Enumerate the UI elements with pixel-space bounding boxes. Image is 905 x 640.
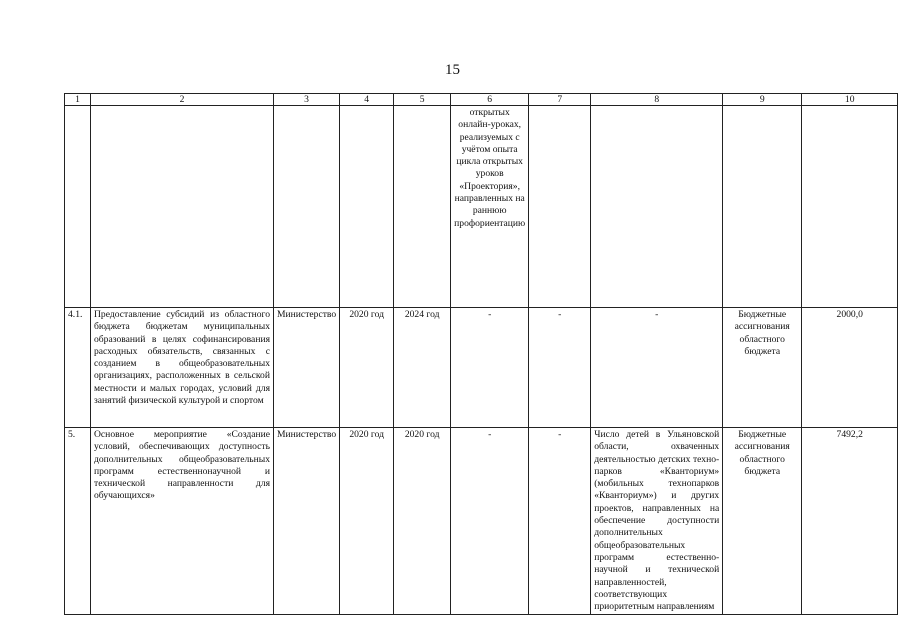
cell-executor: Министерство — [274, 428, 340, 615]
cell-start — [340, 106, 394, 308]
cell-end — [394, 106, 451, 308]
cell-executor — [274, 106, 340, 308]
cell-num — [65, 106, 91, 308]
cell-source — [723, 106, 802, 308]
col-header-4: 4 — [340, 94, 394, 106]
cell-indicator: - — [451, 428, 529, 615]
cell-col8 — [591, 106, 723, 308]
col-header-8: 8 — [591, 94, 723, 106]
col-header-10: 10 — [802, 94, 898, 106]
cell-amount: 7492,2 — [802, 428, 898, 615]
cell-start: 2020 год — [340, 428, 394, 615]
col-header-2: 2 — [91, 94, 274, 106]
table-row — [65, 428, 898, 615]
cell-col8: Число детей в Ульяновской области, охваченных деятельностью детских техно-парков «Кванториум» (мобильных технопарков «Кванториум») и других проектов, направленных на обеспечение доступности дополнительных общеобразовательных программ естественно-научной и технической направленностей, соответствующих приоритетным направлениям — [591, 428, 723, 615]
cell-executor: Министерство — [274, 308, 340, 428]
col-header-3: 3 — [274, 94, 340, 106]
cell-end: 2020 год — [394, 428, 451, 615]
cell-name: Основное мероприятие «Создание условий, обеспечивающих доступность дополнительных общеобразовательных программ естественнонаучной и технической направленности для обучающихся» — [91, 428, 274, 615]
col-header-1: 1 — [65, 94, 91, 106]
cell-name: Предоставление субсидий из областного бюджета бюджетам муниципальных образований в целях софинансирования расходных обязательств, связанных с созданием в общеобразовательных организациях, расположенных в сельской местности и малых городах, условий для занятий физической культурой и спортом — [91, 308, 274, 428]
cell-col7: - — [529, 428, 591, 615]
col-header-9: 9 — [723, 94, 802, 106]
cell-amount — [802, 106, 898, 308]
page-number: 15 — [445, 62, 460, 78]
cell-col7 — [529, 106, 591, 308]
cell-source: Бюджетные ассигнования областного бюджета — [723, 308, 802, 428]
col-header-6: 6 — [451, 94, 529, 106]
cell-name — [91, 106, 274, 308]
cell-col8: - — [591, 308, 723, 428]
cell-col7: - — [529, 308, 591, 428]
cell-num: 5. — [65, 428, 91, 615]
cell-indicator: - — [451, 308, 529, 428]
table-row — [65, 106, 898, 308]
cell-source: Бюджетные ассигнования областного бюджета — [723, 428, 802, 615]
table-row — [65, 308, 898, 428]
program-table — [64, 93, 898, 615]
header-row — [65, 94, 898, 106]
cell-num: 4.1. — [65, 308, 91, 428]
col-header-5: 5 — [394, 94, 451, 106]
cell-end: 2024 год — [394, 308, 451, 428]
cell-amount: 2000,0 — [802, 308, 898, 428]
col-header-7: 7 — [529, 94, 591, 106]
cell-start: 2020 год — [340, 308, 394, 428]
cell-indicator: открытых онлайн-уроках, реализуемых с учётом опыта цикла открытых уроков «Проектория», направленных на раннюю профориентацию — [451, 106, 529, 308]
